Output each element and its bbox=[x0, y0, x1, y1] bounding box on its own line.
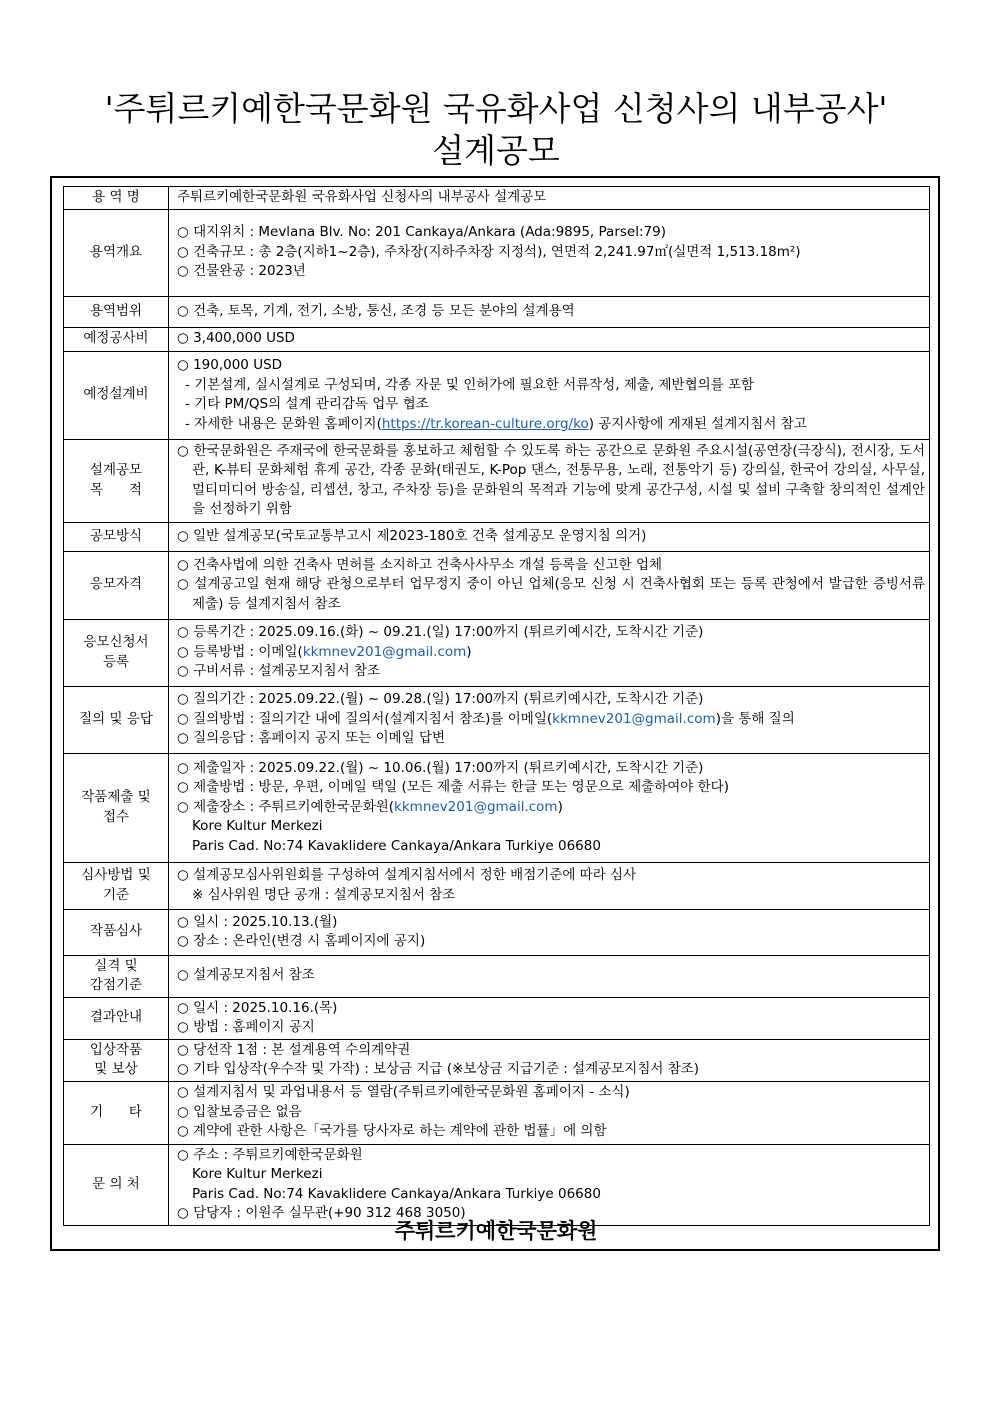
eligibility-item-2: ○ 설계공고일 현재 해당 관청으로부터 업무정지 중이 아닌 업체(응모 신청 시 건축사협회 또는 등록 관청에서 발급한 증빙서류 제출) 등 설계지침서 참조 bbox=[177, 576, 925, 612]
registration-method-prefix: ○ 등록방법 : 이메일( bbox=[177, 643, 303, 660]
row-design-fee bbox=[64, 351, 930, 439]
judging-place: ○ 장소 : 온라인(변경 시 홈페이지에 공지) bbox=[177, 933, 426, 949]
row-construction-cost bbox=[64, 327, 930, 351]
label-result: 결과안내 bbox=[64, 997, 169, 1039]
design-fee-amount: ○ 190,000 USD bbox=[177, 357, 283, 373]
label-award-line-1: 입상작품 bbox=[89, 1041, 143, 1058]
row-judging-method bbox=[64, 862, 930, 909]
submission-email-link[interactable]: kkmnev201@gmail.com bbox=[394, 798, 558, 815]
registration-method-suffix: ) bbox=[466, 643, 472, 660]
judging-date: ○ 일시 : 2025.10.13.(월) bbox=[177, 913, 338, 930]
construction-cost-text: ○ 3,400,000 USD bbox=[177, 330, 295, 347]
label-award bbox=[64, 1039, 169, 1081]
label-judging-method bbox=[64, 862, 169, 909]
label-contact: 문 의 처 bbox=[64, 1144, 169, 1225]
judging-panel-note: ※ 심사위원 명단 공개 : 설계공모지침서 참조 bbox=[192, 886, 456, 903]
qna-method-prefix: ○ 질의방법 : 질의기간 내에 질의서(설계지침서 참조)를 이메일( bbox=[177, 710, 553, 727]
submission-method: ○ 제출방법 : 방문, 우편, 이메일 택일 (모든 제출 서류는 한글 또는 영문으로 제출하여야 한다) bbox=[177, 779, 729, 796]
label-method: 공모방식 bbox=[64, 522, 169, 551]
label-purpose-line-2: 목 적 bbox=[90, 481, 142, 498]
qna-email-link[interactable]: kkmnev201@gmail.com bbox=[552, 710, 716, 727]
contact-person: ○ 담당자 : 이원주 실무관(+90 312 468 3050) bbox=[177, 1205, 466, 1221]
row-purpose bbox=[64, 439, 930, 522]
label-submission bbox=[64, 753, 169, 862]
row-registration bbox=[64, 619, 930, 686]
label-registration-line-1: 응모신청서 bbox=[83, 634, 149, 650]
homepage-link[interactable]: https://tr.korean-culture.org/ko bbox=[381, 415, 589, 432]
label-purpose-line-1: 설계공모 bbox=[89, 462, 143, 478]
qna-method bbox=[177, 710, 925, 730]
label-registration-line-2: 등록 bbox=[102, 653, 130, 670]
scope-text: ○ 건축, 토목, 기계, 전기, 소방, 통신, 조경 등 모든 분야의 설계용역 bbox=[177, 302, 575, 319]
page-title bbox=[0, 88, 992, 172]
registration-documents: ○ 구비서류 : 설계공모지침서 참조 bbox=[177, 663, 381, 680]
row-contact bbox=[64, 1144, 930, 1225]
row-submission bbox=[64, 753, 930, 862]
label-qna: 질의 및 응답 bbox=[64, 686, 169, 753]
label-disqualification-line-2: 감점기준 bbox=[89, 977, 143, 993]
design-fee-detail-1: - 기본설계, 실시설계로 구성되며, 각종 자문 및 인허가에 필요한 서류작성, 제출, 제반협의를 포함 bbox=[185, 376, 755, 393]
result-date: ○ 일시 : 2025.10.16.(목) bbox=[177, 999, 338, 1016]
misc-item-3: ○ 계약에 관한 사항은「국가를 당사자로 하는 계약에 관한 법률」에 의함 bbox=[177, 1123, 607, 1140]
result-method: ○ 방법 : 홈페이지 공지 bbox=[177, 1019, 315, 1035]
award-winner: ○ 당선작 1점 : 본 설계용역 수의계약권 bbox=[177, 1041, 411, 1058]
label-submission-line-1: 작품제출 및 bbox=[81, 789, 151, 805]
misc-item-1: ○ 설계지침서 및 과업내용서 등 열람(주튀르키예한국문화원 홈페이지 - 소식) bbox=[177, 1084, 630, 1101]
label-registration bbox=[64, 619, 169, 686]
row-method bbox=[64, 522, 930, 551]
label-eligibility: 응모자격 bbox=[64, 551, 169, 619]
label-construction-cost: 예정공사비 bbox=[64, 327, 169, 351]
label-disqualification-line-1: 실격 및 bbox=[94, 957, 138, 974]
label-scope: 용역범위 bbox=[64, 296, 169, 327]
overview-size: ○ 건축규모 : 총 2층(지하1~2층), 주차장(지하주차장 지정석), 연면적 2,241.97㎡(실면적 1,513.18m²) bbox=[177, 243, 801, 260]
contact-address-2: Kore Kultur Merkezi bbox=[192, 1166, 323, 1182]
contact-address: ○ 주소 : 주튀르키예한국문화원 bbox=[177, 1146, 363, 1163]
label-design-fee: 예정설계비 bbox=[64, 351, 169, 439]
label-judging-method-line-1: 심사방법 및 bbox=[81, 867, 151, 883]
label-overview: 용역개요 bbox=[64, 209, 169, 296]
label-service-name: 용 역 명 bbox=[64, 187, 169, 210]
overview-site: ○ 대지위치 : Mevlana Blv. No: 201 Cankaya/Ankara (Ada:9895, Parsel:79) bbox=[177, 224, 666, 241]
submission-place-suffix: ) bbox=[557, 798, 563, 815]
row-overview bbox=[64, 209, 930, 296]
label-judging: 작품심사 bbox=[64, 909, 169, 955]
eligibility-item-1: ○ 건축사법에 의한 건축사 면허를 소지하고 건축사사무소 개설 등록을 신고한 업체 bbox=[177, 556, 663, 573]
row-award bbox=[64, 1039, 930, 1081]
submission-date: ○ 제출일자 : 2025.09.22.(월) ~ 10.06.(월) 17:00까지 (튀르키예시간, 도착시간 기준) bbox=[177, 759, 704, 776]
label-judging-method-line-2: 기준 bbox=[102, 886, 130, 903]
registration-email-link[interactable]: kkmnev201@gmail.com bbox=[302, 643, 467, 660]
submission-address-1: Kore Kultur Merkezi bbox=[192, 818, 323, 835]
label-disqualification bbox=[64, 955, 169, 997]
judging-method-text: ○ 설계공모심사위원회를 구성하여 설계지침서에서 정한 배점기준에 따라 심사 bbox=[177, 867, 637, 883]
title-line-2: 설계공모 bbox=[432, 131, 560, 170]
qna-method-suffix: )을 통해 질의 bbox=[715, 710, 795, 727]
qna-period: ○ 질의기간 : 2025.09.22.(월) ~ 09.28.(일) 17:00까지 (튀르키예시간, 도착시간 기준) bbox=[177, 691, 704, 708]
row-judging bbox=[64, 909, 930, 955]
row-disqualification bbox=[64, 955, 930, 997]
award-others: ○ 기타 입상작(우수작 및 가작) : 보상금 지급 (※보상금 지급기준 : 설계공모지침서 참조) bbox=[177, 1061, 700, 1077]
label-award-line-2: 및 보상 bbox=[94, 1061, 138, 1077]
label-submission-line-2: 접수 bbox=[102, 808, 130, 825]
overview-completion: ○ 건물완공 : 2023년 bbox=[177, 263, 306, 280]
disqualification-text: ○ 설계공모지침서 참조 bbox=[177, 967, 315, 984]
service-name-text: 주튀르키예한국문화원 국유화사업 신청사의 내부공사 설계공모 bbox=[177, 189, 547, 205]
contact-address-3: Paris Cad. No:74 Kavaklidere Cankaya/Ankara Turkiye 06680 bbox=[192, 1185, 601, 1202]
title-line-1: '주튀르키예한국문화원 국유화사업 신청사의 내부공사' bbox=[104, 89, 888, 128]
row-eligibility bbox=[64, 551, 930, 619]
registration-period: ○ 등록기간 : 2025.09.16.(화) ~ 09.21.(일) 17:00까지 (튀르키예시간, 도착시간 기준) bbox=[177, 624, 704, 641]
label-misc: 기 타 bbox=[64, 1081, 169, 1144]
row-misc bbox=[64, 1081, 930, 1144]
method-text: ○ 일반 설계공모(국토교통부고시 제2023-180호 건축 설계공모 운영지침 의거) bbox=[177, 527, 647, 544]
misc-item-2: ○ 입찰보증금은 없음 bbox=[177, 1103, 302, 1120]
announcement-table bbox=[63, 186, 930, 1226]
row-qna bbox=[64, 686, 930, 753]
row-result bbox=[64, 997, 930, 1039]
registration-method bbox=[177, 643, 925, 663]
submission-address-2: Paris Cad. No:74 Kavaklidere Cankaya/Ankara Turkiye 06680 bbox=[192, 837, 601, 854]
design-fee-detail-3-prefix: - 자세한 내용은 문화원 홈페이지( bbox=[185, 415, 382, 432]
row-service-name bbox=[64, 187, 930, 210]
design-fee-detail-3-suffix: ) 공지사항에 게재된 설계지침서 참고 bbox=[588, 415, 807, 432]
design-fee-detail-3 bbox=[177, 415, 925, 435]
row-scope bbox=[64, 296, 930, 327]
organization-name: 주튀르키예한국문화원 bbox=[394, 1218, 598, 1243]
submission-place-prefix: ○ 제출장소 : 주튀르키예한국문화원( bbox=[177, 798, 395, 815]
label-purpose bbox=[64, 439, 169, 522]
qna-answer: ○ 질의응답 : 홈페이지 공지 또는 이메일 답변 bbox=[177, 730, 446, 747]
purpose-text: ○ 한국문화원은 주재국에 한국문화를 홍보하고 체험할 수 있도록 하는 공간으로 문화원 주요시설(공연장(극장식), 전시장, 도서관, K-뷰티 문화체험 휴게 공간, 각종 문화(태권도, K-Pop 댄스, 전통무용, 노래, 전통악기 등) 강의실, 한국어 강의실, 사무실, 멀티미디어 방송실, 리셉션, 창고, 주차장 등)을 문화원의 목적과 기능에 맞게 공간구성, 시설 및 설비 구축할 창의적인 설계안을 선정하기 위함 bbox=[177, 442, 925, 517]
submission-place bbox=[177, 798, 925, 818]
design-fee-detail-2: - 기타 PM/QS의 설계 관리감독 업무 협조 bbox=[185, 396, 429, 412]
